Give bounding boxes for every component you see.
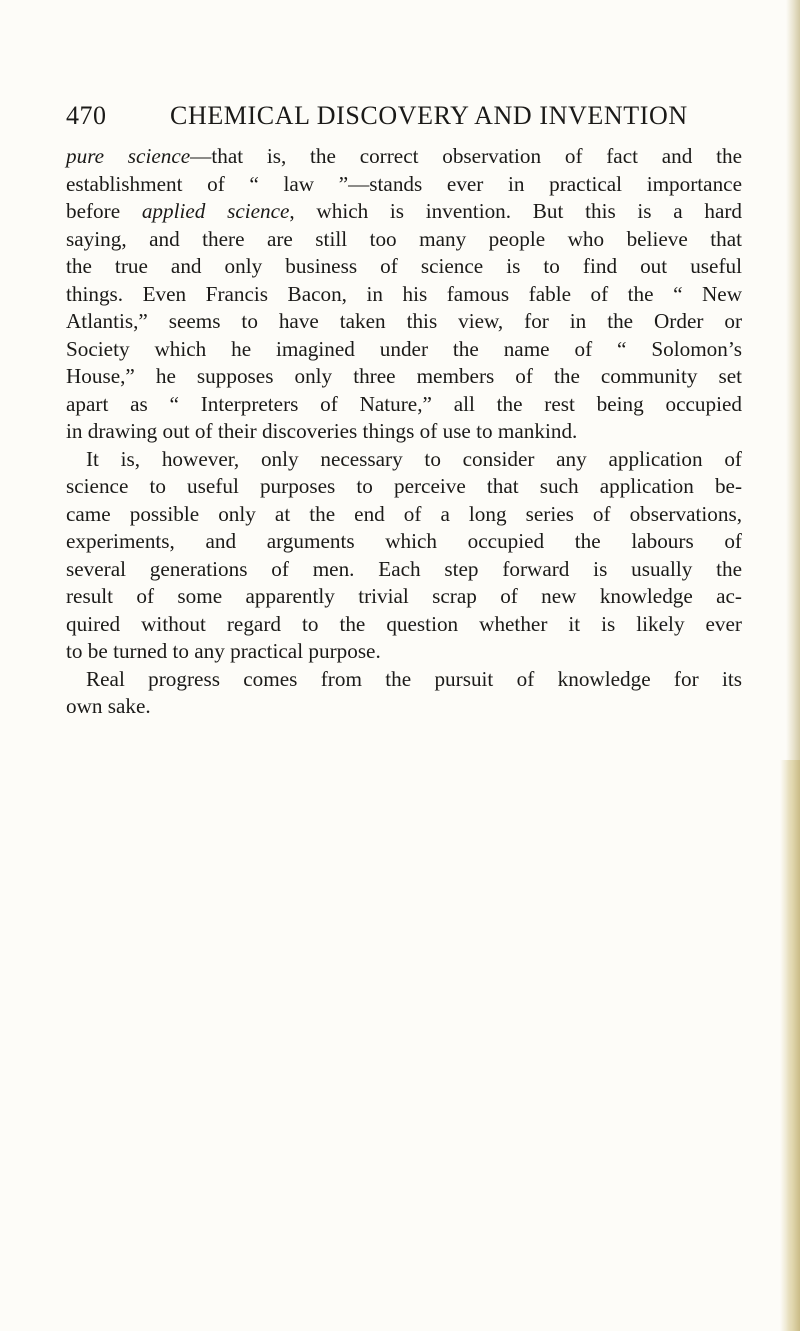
text-line: came possible only at the end of a long series of observations, bbox=[66, 501, 742, 526]
body-text bbox=[66, 143, 742, 721]
running-head: CHEMICAL DISCOVERY AND INVENTION bbox=[170, 101, 688, 130]
text-line: several generations of men. Each step forward is usually the bbox=[66, 556, 742, 581]
text-line: the true and only business of science is to find out useful bbox=[66, 254, 742, 278]
text-line: establishment of “ law ”—stands ever in practical importance bbox=[66, 171, 742, 196]
text-line: apart as “ Interpreters of Nature,” all the rest being occupied bbox=[66, 391, 742, 416]
text-line: House,” he supposes only three members of the community set bbox=[66, 364, 742, 388]
text-line: quired without regard to the question whether it is likely ever bbox=[66, 611, 742, 636]
text-line: pure science—that is, the correct observation of fact and the bbox=[66, 144, 742, 168]
text-line: to be turned to any practical purpose. bbox=[66, 639, 381, 663]
text-line: things. Even Francis Bacon, in his famous fable of the “ New bbox=[66, 281, 742, 306]
page-header bbox=[66, 101, 746, 141]
text-line: Real progress comes from the pursuit of knowledge for its bbox=[86, 666, 742, 691]
text-line: result of some apparently trivial scrap of new knowledge ac- bbox=[66, 584, 742, 608]
italic-phrase: pure science bbox=[66, 144, 191, 168]
text-line: saying, and there are still too many people who believe that bbox=[66, 226, 742, 251]
italic-phrase: applied science bbox=[141, 199, 290, 223]
text-line: own sake. bbox=[66, 694, 151, 718]
text-line: Atlantis,” seems to have taken this view, for in the Order or bbox=[66, 309, 742, 333]
text-line: in drawing out of their discoveries things of use to mankind. bbox=[66, 419, 578, 443]
text-line: science to useful purposes to perceive that such application be- bbox=[66, 474, 742, 498]
text-line: experiments, and arguments which occupied the labours of bbox=[66, 529, 742, 553]
page-edge-stain bbox=[780, 760, 800, 1331]
text-line: It is, however, only necessary to consider any application of bbox=[86, 446, 742, 471]
text-line: Society which he imagined under the name of “ Solomon’s bbox=[66, 336, 742, 361]
page-number: 470 bbox=[66, 101, 107, 130]
text-line: before applied science, which is invention. But this is a hard bbox=[66, 199, 742, 223]
